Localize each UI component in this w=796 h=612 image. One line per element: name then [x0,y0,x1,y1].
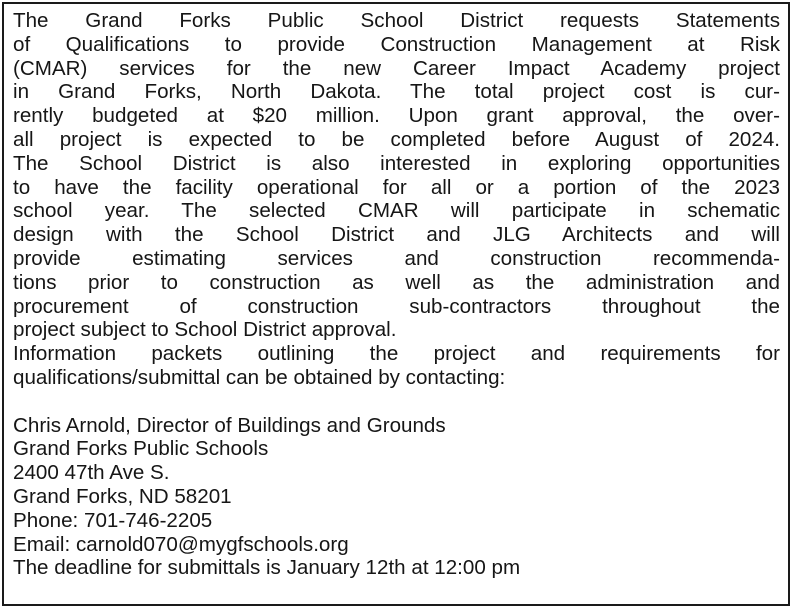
body-line: project subject to School District approval. [13,318,397,342]
contact-phone: Phone: 701-746-2205 [13,508,213,532]
body-line: tions prior to construction as well as the administration and [13,270,780,294]
body-line: design with the School District and JLG Architects and will [13,223,780,247]
body-line: school year. The selected CMAR will participate in schematic [13,199,780,223]
blank-line [13,390,780,414]
body-line: in Grand Forks, North Dakota. The total project cost is cur- [13,80,780,104]
contact-name-title: Chris Arnold, Director of Buildings and Grounds [13,413,446,437]
body-line: procurement of construction sub-contractors throughout the [13,294,780,318]
body-line: all project is expected to be completed before August of 2024. [13,127,780,151]
contact-email: Email: carnold070@mygfschools.org [13,532,349,556]
body-line: The Grand Forks Public School District requests Statements [13,9,780,32]
body-line: provide estimating services and construction recommenda- [13,246,780,270]
body-line: rently budgeted at $20 million. Upon grant approval, the over- [13,104,780,128]
legal-notice [2,2,790,606]
body-line: qualifications/submittal can be obtained by contacting: [13,365,506,389]
body-line: Information packets outlining the project and requirements for [13,342,780,366]
submittal-deadline: The deadline for submittals is January 12th at 12:00 pm [13,556,521,580]
body-line: to have the facility operational for all or a portion of the 2023 [13,175,780,199]
body-line: (CMAR) services for the new Career Impact Academy project [13,56,780,80]
contact-organization: Grand Forks Public Schools [13,437,269,461]
contact-city: Grand Forks, ND 58201 [13,484,232,508]
body-line: The School District is also interested in exploring opportunities [13,151,780,175]
contact-street: 2400 47th Ave S. [13,461,170,485]
body-line: of Qualifications to provide Construction Management at Risk [13,32,780,56]
